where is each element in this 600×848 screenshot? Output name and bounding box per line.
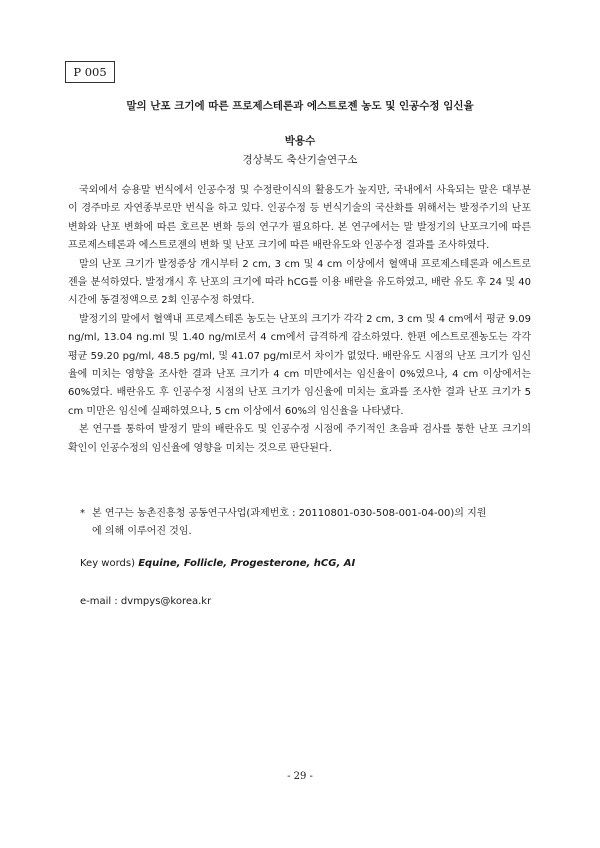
abstract-body — [68, 182, 531, 458]
keywords-value: Equine, Follicle, Progesterone, hCG, AI — [138, 558, 356, 569]
keywords — [80, 558, 355, 569]
paragraph: 국외에서 승용말 번식에서 인공수정 및 수정란이식의 활용도가 높지만, 국내에서 사육되는 말은 대부분이 경주마로 자연종부로만 번식을 하고 있다. 인공수정 등 번식기술의 국산화를 위해서는 발정주기의 난포 변화와 난포 변화에 따른 호르몬 변화 등의 연구가 필요하다. 본 연구에서는 말 발정기의 난포크기에 따른 프로제스테론과 에스트로젠의 변화 및 난포 크기에 따른 배란유도와 인공수정 결과를 조사하였다. — [68, 185, 531, 252]
email-address: dvmpys@korea.kr — [120, 596, 212, 607]
paragraph: 말의 난포 크기가 발정증상 개시부터 2 cm, 3 cm 및 4 cm 이상에서 혈액내 프로제스테론과 에스트로젠을 분석하였다. 발정개시 후 난포의 크기에 따라 hCG를 이용 배란을 유도하였고, 배란 유도 후 24 및 40시간에 동결정액으로 2회 인공수정 하였다. — [68, 258, 531, 307]
acknowledgement-line-1: 본 연구는 농촌진흥청 공동연구사업(과제번호 : 20110801-030-508-001-04-00)의 지원 — [92, 508, 487, 519]
acknowledgement-line-2: 에 의해 이루어진 것임. — [92, 526, 192, 537]
keywords-label: Key words) — [80, 558, 135, 569]
abstract-title: 말의 난포 크기에 따른 프로제스테론과 에스트로젠 농도 및 인공수정 임신율 — [126, 100, 474, 112]
page-number: - 29 - — [287, 771, 313, 782]
footnote-mark: * — [80, 508, 85, 519]
paragraph: 발정기의 말에서 혈액내 프로제스테론 농도는 난포의 크기가 각각 2 cm, 3 cm 및 4 cm에서 평균 9.09 ng/ml, 13.04 ng.ml 및 1.40 ng/ml로서 4 cm에서 급격하게 감소하였다. 한편 에스트로젠농도는 각각 평균 59.20 pg/ml, 48.5 pg/ml, 및 41.07 pg/ml로서 차이가 없었다. 배란유도 시점의 난포 크기가 임신율에 미치는 영향을 조사한 결과 난포 크기가 4 cm 미만에서는 임신율이 0%였으나, 4 cm 이상에서는 60%였다. 배란유도 후 인공수정 시점의 난포 크기가 임신율에 미치는 효과를 조사한 결과 난포 크기가 5 cm 미만은 임신에 실패하였으나, 5 cm 이상에서 60%의 임신율을 나타냈다. — [68, 313, 531, 417]
email — [80, 596, 211, 607]
author-affiliation: 경상북도 축산기술연구소 — [242, 154, 358, 166]
acknowledgement — [80, 505, 532, 541]
paragraph: 본 연구를 통하여 발정기 말의 배란유도 및 인공수정 시점에 주기적인 초음파 검사를 통한 난포 크기의 확인이 인공수정의 임신율에 영향을 미치는 것으로 판단된다. — [68, 424, 531, 454]
author-name: 박용수 — [284, 135, 316, 147]
email-label: e-mail : — [80, 596, 118, 607]
abstract-code-box: P 005 — [65, 61, 115, 83]
